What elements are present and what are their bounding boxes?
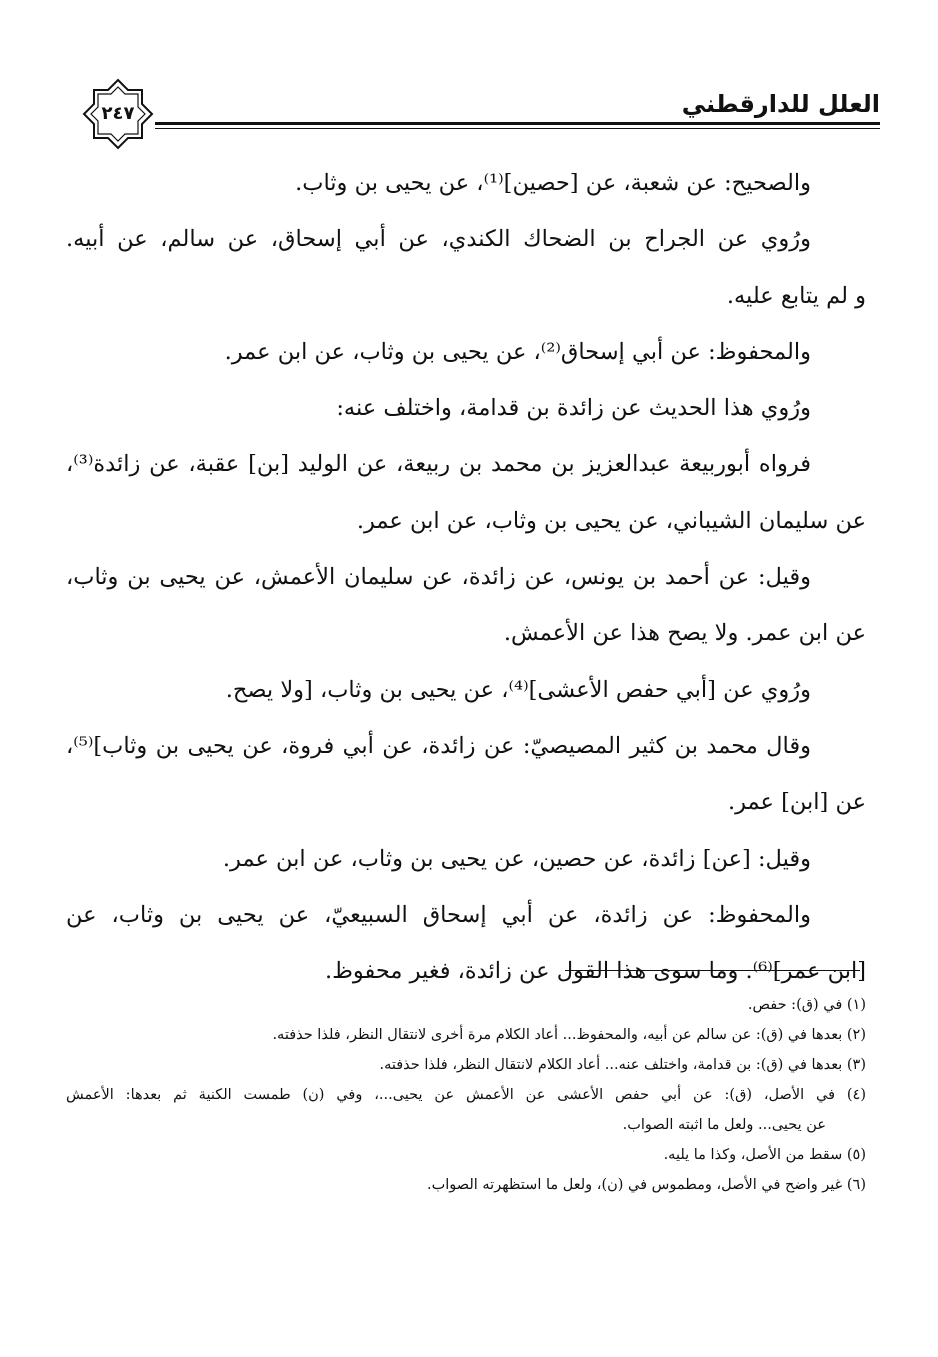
text-line: والمحفوظ: عن زائدة، عن أبي إسحاق السبيعيّ، عن يحيى بن وثاب، عن	[66, 901, 811, 928]
text-line: ورُوي عن [أبي حفص الأعشى]⁽⁴⁾، عن يحيى بن وثاب، [ولا يصح.	[225, 676, 811, 703]
text-line: عن سليمان الشيباني، عن يحيى بن وثاب، عن ابن عمر.	[356, 507, 866, 534]
text-line: و لم يتابع عليه.	[726, 282, 866, 309]
header-rule-thick	[155, 122, 880, 125]
text-line: وقال محمد بن كثير المصيصيّ: عن زائدة، عن أبي فروة، عن يحيى بن وثاب]⁽⁵⁾،	[66, 732, 811, 759]
footnote: (٣) بعدها في (ق): بن قدامة، واختلف عنه... أعاد الكلام لانتقال النظر، فلذا حذفته.	[379, 1057, 866, 1073]
text-line: عن [ابن] عمر.	[727, 789, 866, 816]
text-line: والمحفوظ: عن أبي إسحاق⁽²⁾، عن يحيى بن وثاب، عن ابن عمر.	[224, 338, 811, 365]
header-rule-thin	[155, 128, 880, 129]
footnote: (٥) سقط من الأصل، وكذا ما يليه.	[663, 1147, 866, 1163]
footnote-continuation: عن يحيى... ولعل ما اثبته الصواب.	[622, 1117, 826, 1133]
text-line: والصحيح: عن شعبة، عن [حصين]⁽¹⁾، عن يحيى بن وثاب.	[295, 170, 811, 196]
text-line: عن ابن عمر. ولا يصح هذا عن الأعمش.	[503, 620, 866, 647]
text-line: وقيل: عن أحمد بن يونس، عن زائدة، عن سليمان الأعمش، عن يحيى بن وثاب،	[66, 564, 811, 591]
text-line: ورُوي عن الجراح بن الضحاك الكندي، عن أبي إسحاق، عن سالم، عن أبيه.	[66, 226, 811, 253]
page-header	[60, 70, 880, 160]
page-number: ٢٤٧	[101, 103, 135, 124]
footnote: (٤) في الأصل، (ق): عن أبي حفص الأعشى عن الأعمش عن يحيى...، وفي (ن) طمست الكنية ثم بعدها: الأعمش	[66, 1087, 866, 1103]
text-line: فرواه أبوربيعة عبدالعزيز بن محمد بن ربيعة، عن الوليد [بن] عقبة، عن زائدة⁽³⁾،	[66, 451, 811, 478]
footnotes	[66, 990, 866, 1200]
text-line: ورُوي هذا الحديث عن زائدة بن قدامة، واختلف عنه:	[336, 395, 811, 422]
footnote: (١) في (ق): حفص.	[747, 997, 866, 1013]
text-line: وقيل: [عن] زائدة، عن حصين، عن يحيى بن وثاب، عن ابن عمر.	[222, 845, 811, 872]
footnote-separator	[565, 970, 860, 971]
footnote: (٦) غير واضح في الأصل، ومطموس في (ن)، ولعل ما استظهرته الصواب.	[427, 1177, 866, 1193]
text-line: [ابن عمر]⁽⁶⁾. وما سوى هذا القول عن زائدة، فغير محفوظ.	[324, 958, 866, 985]
main-text	[66, 155, 866, 999]
footnote: (٢) بعدها في (ق): عن سالم عن أبيه، والمحفوظ... أعاد الكلام مرة أخرى لانتقال النظر، فلذا حذفته.	[272, 1027, 866, 1043]
running-title: العلل للدارقطني	[681, 90, 880, 118]
page-number-badge	[82, 78, 154, 150]
